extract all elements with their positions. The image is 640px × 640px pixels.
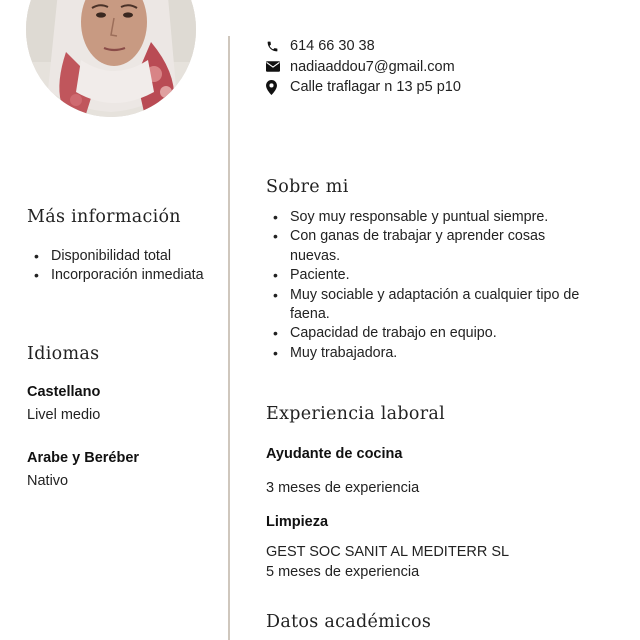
sobre-mi-heading: Sobre mi xyxy=(266,177,349,197)
envelope-icon xyxy=(266,61,290,72)
language-level: Livel medio xyxy=(27,407,101,423)
list-item: • Con ganas de trabajar y aprender cosas nuevas. xyxy=(266,227,586,266)
email-text: nadiaaddou7@gmail.com xyxy=(290,58,455,75)
list-item: • Muy trabajadora. xyxy=(266,344,586,363)
mas-informacion-heading: Más información xyxy=(27,207,181,227)
column-divider xyxy=(228,36,230,640)
experiencia-heading: Experiencia laboral xyxy=(266,404,446,424)
language-name: Castellano xyxy=(27,384,101,400)
mas-informacion-list xyxy=(27,247,204,286)
job-title: Limpieza xyxy=(266,514,329,530)
list-item: • Capacidad de trabajo en equipo. xyxy=(266,324,586,343)
list-item: • Soy muy responsable y puntual siempre. xyxy=(266,208,586,227)
sobre-mi-list xyxy=(266,208,586,363)
contact-info xyxy=(266,36,461,98)
profile-photo xyxy=(26,0,196,117)
idiomas-heading: Idiomas xyxy=(27,344,100,364)
address-text: Calle traflagar n 13 p5 p10 xyxy=(290,79,461,96)
job-title: Ayudante de cocina xyxy=(266,446,403,462)
contact-email xyxy=(266,57,461,78)
phone-text: 614 66 30 38 xyxy=(290,38,375,55)
list-item: • Disponibilidad total xyxy=(27,247,204,266)
job-company: GEST SOC SANIT AL MEDITERR SL xyxy=(266,544,510,560)
job-duration: 3 meses de experiencia xyxy=(266,480,420,496)
list-item: • Paciente. xyxy=(266,266,586,285)
language-level: Nativo xyxy=(27,473,69,489)
datos-academicos-heading: Datos académicos xyxy=(266,612,432,632)
list-item: • Incorporación inmediata xyxy=(27,266,204,285)
contact-phone xyxy=(266,36,461,57)
job-duration: 5 meses de experiencia xyxy=(266,564,420,580)
location-pin-icon xyxy=(266,80,290,95)
list-item: • Muy sociable y adaptación a cualquier tipo de faena. xyxy=(266,286,586,325)
phone-icon xyxy=(266,40,290,53)
contact-address xyxy=(266,77,461,98)
language-name: Arabe y Beréber xyxy=(27,450,140,466)
